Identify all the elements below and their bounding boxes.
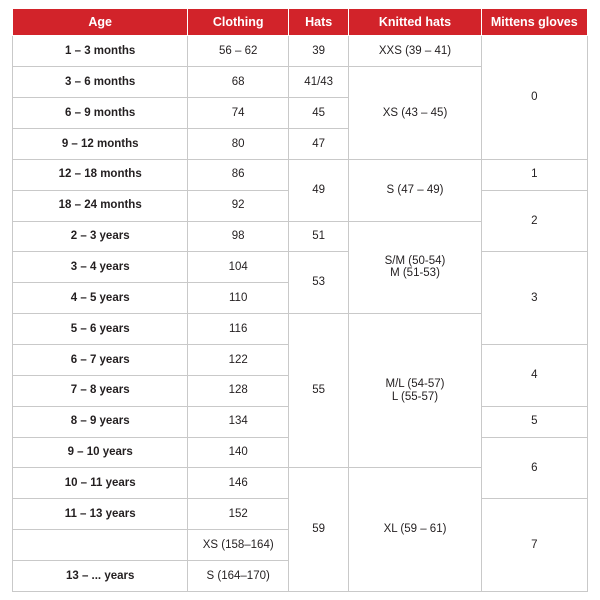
cell-age: 7 – 8 years	[13, 375, 188, 406]
cell-knitted-hats: S/M (50-54) M (51-53)	[349, 221, 481, 314]
cell-clothing: 134	[188, 406, 289, 437]
cell-clothing: 86	[188, 159, 289, 190]
table-row	[13, 159, 588, 190]
cell-mittens-gloves: 3	[481, 252, 587, 345]
cell-hats: 39	[289, 36, 349, 67]
cell-age: 11 – 13 years	[13, 499, 188, 530]
cell-mittens-gloves: 1	[481, 159, 587, 190]
cell-clothing: 104	[188, 252, 289, 283]
cell-knitted-hats: XL (59 – 61)	[349, 468, 481, 592]
cell-mittens-gloves: 7	[481, 499, 587, 592]
cell-clothing: S (164–170)	[188, 560, 289, 591]
cell-hats: 41/43	[289, 67, 349, 98]
cell-age: 6 – 7 years	[13, 344, 188, 375]
cell-age: 12 – 18 months	[13, 159, 188, 190]
cell-age: 9 – 10 years	[13, 437, 188, 468]
size-chart-table	[12, 8, 588, 592]
cell-age: 3 – 4 years	[13, 252, 188, 283]
cell-clothing: 110	[188, 283, 289, 314]
cell-age: 3 – 6 months	[13, 67, 188, 98]
cell-clothing: XS (158–164)	[188, 530, 289, 561]
cell-age: 8 – 9 years	[13, 406, 188, 437]
cell-mittens-gloves: 2	[481, 190, 587, 252]
cell-knitted-hats: XXS (39 – 41)	[349, 36, 481, 67]
cell-mittens-gloves: 4	[481, 344, 587, 406]
cell-hats: 55	[289, 314, 349, 468]
cell-clothing: 140	[188, 437, 289, 468]
cell-hats: 47	[289, 128, 349, 159]
cell-age: 1 – 3 months	[13, 36, 188, 67]
table-header	[13, 9, 588, 36]
cell-mittens-gloves: 0	[481, 36, 587, 159]
column-header-mittens-gloves: Mittens gloves	[481, 9, 587, 36]
cell-knitted-hats: XS (43 – 45)	[349, 67, 481, 160]
cell-hats: 53	[289, 252, 349, 314]
cell-clothing: 74	[188, 98, 289, 129]
cell-clothing: 56 – 62	[188, 36, 289, 67]
cell-clothing: 146	[188, 468, 289, 499]
header-row	[13, 9, 588, 36]
cell-clothing: 98	[188, 221, 289, 252]
cell-age: 18 – 24 months	[13, 190, 188, 221]
cell-hats: 45	[289, 98, 349, 129]
cell-clothing: 122	[188, 344, 289, 375]
cell-age: 10 – 11 years	[13, 468, 188, 499]
column-header-clothing: Clothing	[188, 9, 289, 36]
cell-clothing: 128	[188, 375, 289, 406]
cell-knitted-hats: M/L (54-57) L (55-57)	[349, 314, 481, 468]
cell-clothing: 152	[188, 499, 289, 530]
cell-clothing: 80	[188, 128, 289, 159]
cell-age: 6 – 9 months	[13, 98, 188, 129]
cell-mittens-gloves: 6	[481, 437, 587, 499]
column-header-knitted-hats: Knitted hats	[349, 9, 481, 36]
column-header-age: Age	[13, 9, 188, 36]
table-row	[13, 252, 588, 283]
cell-knitted-hats: S (47 – 49)	[349, 159, 481, 221]
cell-clothing: 68	[188, 67, 289, 98]
cell-clothing: 116	[188, 314, 289, 345]
cell-mittens-gloves: 5	[481, 406, 587, 437]
column-header-hats: Hats	[289, 9, 349, 36]
cell-hats: 59	[289, 468, 349, 592]
cell-age: 4 – 5 years	[13, 283, 188, 314]
cell-age: 2 – 3 years	[13, 221, 188, 252]
cell-age: 5 – 6 years	[13, 314, 188, 345]
cell-age: 13 – ... years	[13, 560, 188, 591]
cell-age	[13, 530, 188, 561]
cell-hats: 49	[289, 159, 349, 221]
cell-hats: 51	[289, 221, 349, 252]
cell-age: 9 – 12 months	[13, 128, 188, 159]
table-body	[13, 36, 588, 592]
cell-clothing: 92	[188, 190, 289, 221]
table-row	[13, 36, 588, 67]
